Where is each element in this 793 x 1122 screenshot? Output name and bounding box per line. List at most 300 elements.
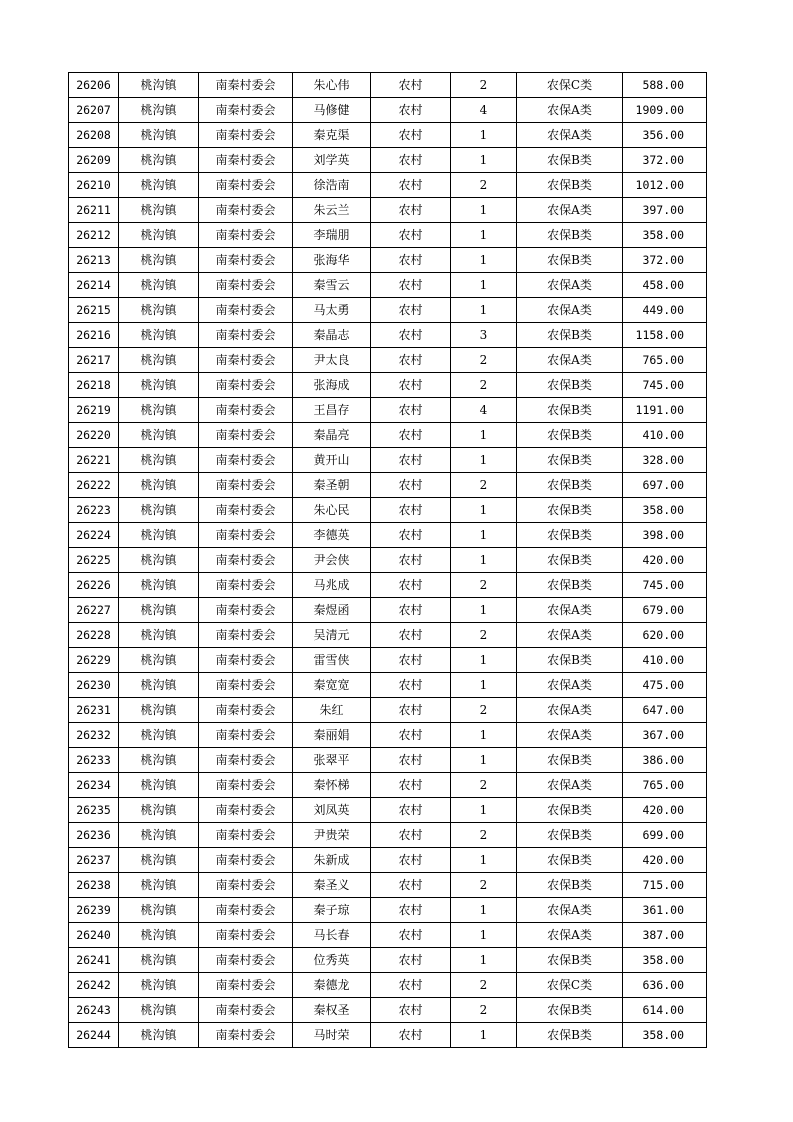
category-cell: 农保B类 [517, 523, 623, 548]
amount-cell: 397.00 [623, 198, 707, 223]
table-body [69, 73, 707, 1048]
count-cell: 2 [451, 873, 517, 898]
id-cell: 26224 [69, 523, 119, 548]
id-cell: 26222 [69, 473, 119, 498]
table-row [69, 123, 707, 148]
amount-cell: 1909.00 [623, 98, 707, 123]
name-cell: 秦煜函 [293, 598, 371, 623]
table-row [69, 798, 707, 823]
category-cell: 农保A类 [517, 298, 623, 323]
count-cell: 1 [451, 523, 517, 548]
table-row [69, 373, 707, 398]
id-cell: 26219 [69, 398, 119, 423]
name-cell: 位秀英 [293, 948, 371, 973]
id-cell: 26240 [69, 923, 119, 948]
village-cell: 南秦村委会 [199, 348, 293, 373]
town-cell: 桃沟镇 [119, 598, 199, 623]
village-cell: 南秦村委会 [199, 948, 293, 973]
category-cell: 农保B类 [517, 473, 623, 498]
category-cell: 农保A类 [517, 198, 623, 223]
name-cell: 尹太良 [293, 348, 371, 373]
amount-cell: 679.00 [623, 598, 707, 623]
count-cell: 1 [451, 273, 517, 298]
count-cell: 3 [451, 323, 517, 348]
type-cell: 农村 [371, 923, 451, 948]
name-cell: 朱新成 [293, 848, 371, 873]
count-cell: 1 [451, 548, 517, 573]
count-cell: 1 [451, 598, 517, 623]
category-cell: 农保B类 [517, 873, 623, 898]
type-cell: 农村 [371, 148, 451, 173]
type-cell: 农村 [371, 673, 451, 698]
amount-cell: 386.00 [623, 748, 707, 773]
id-cell: 26233 [69, 748, 119, 773]
village-cell: 南秦村委会 [199, 248, 293, 273]
village-cell: 南秦村委会 [199, 523, 293, 548]
count-cell: 2 [451, 348, 517, 373]
id-cell: 26220 [69, 423, 119, 448]
amount-cell: 1158.00 [623, 323, 707, 348]
village-cell: 南秦村委会 [199, 648, 293, 673]
id-cell: 26228 [69, 623, 119, 648]
count-cell: 2 [451, 473, 517, 498]
name-cell: 刘学英 [293, 148, 371, 173]
name-cell: 秦圣义 [293, 873, 371, 898]
amount-cell: 620.00 [623, 623, 707, 648]
village-cell: 南秦村委会 [199, 673, 293, 698]
id-cell: 26229 [69, 648, 119, 673]
type-cell: 农村 [371, 423, 451, 448]
name-cell: 秦雪云 [293, 273, 371, 298]
table-row [69, 98, 707, 123]
name-cell: 马长春 [293, 923, 371, 948]
village-cell: 南秦村委会 [199, 73, 293, 98]
category-cell: 农保B类 [517, 323, 623, 348]
town-cell: 桃沟镇 [119, 548, 199, 573]
type-cell: 农村 [371, 123, 451, 148]
category-cell: 农保B类 [517, 548, 623, 573]
table-row [69, 823, 707, 848]
count-cell: 1 [451, 498, 517, 523]
id-cell: 26234 [69, 773, 119, 798]
table-row [69, 748, 707, 773]
type-cell: 农村 [371, 473, 451, 498]
count-cell: 1 [451, 748, 517, 773]
table-row [69, 548, 707, 573]
name-cell: 秦丽娟 [293, 723, 371, 748]
type-cell: 农村 [371, 648, 451, 673]
table-row [69, 198, 707, 223]
type-cell: 农村 [371, 448, 451, 473]
village-cell: 南秦村委会 [199, 323, 293, 348]
town-cell: 桃沟镇 [119, 323, 199, 348]
count-cell: 1 [451, 448, 517, 473]
table-row [69, 423, 707, 448]
name-cell: 朱心伟 [293, 73, 371, 98]
village-cell: 南秦村委会 [199, 223, 293, 248]
count-cell: 1 [451, 948, 517, 973]
name-cell: 朱心民 [293, 498, 371, 523]
village-cell: 南秦村委会 [199, 973, 293, 998]
town-cell: 桃沟镇 [119, 123, 199, 148]
table-row [69, 648, 707, 673]
table-row [69, 73, 707, 98]
type-cell: 农村 [371, 748, 451, 773]
amount-cell: 328.00 [623, 448, 707, 473]
category-cell: 农保B类 [517, 423, 623, 448]
count-cell: 1 [451, 123, 517, 148]
category-cell: 农保B类 [517, 1023, 623, 1048]
village-cell: 南秦村委会 [199, 473, 293, 498]
type-cell: 农村 [371, 948, 451, 973]
town-cell: 桃沟镇 [119, 98, 199, 123]
type-cell: 农村 [371, 823, 451, 848]
village-cell: 南秦村委会 [199, 273, 293, 298]
count-cell: 1 [451, 673, 517, 698]
id-cell: 26232 [69, 723, 119, 748]
type-cell: 农村 [371, 848, 451, 873]
category-cell: 农保B类 [517, 573, 623, 598]
id-cell: 26210 [69, 173, 119, 198]
count-cell: 1 [451, 223, 517, 248]
name-cell: 张海华 [293, 248, 371, 273]
count-cell: 2 [451, 698, 517, 723]
count-cell: 2 [451, 73, 517, 98]
category-cell: 农保B类 [517, 173, 623, 198]
count-cell: 2 [451, 373, 517, 398]
amount-cell: 420.00 [623, 548, 707, 573]
household-table [68, 72, 707, 1048]
town-cell: 桃沟镇 [119, 523, 199, 548]
amount-cell: 420.00 [623, 798, 707, 823]
type-cell: 农村 [371, 723, 451, 748]
town-cell: 桃沟镇 [119, 473, 199, 498]
id-cell: 26218 [69, 373, 119, 398]
count-cell: 4 [451, 98, 517, 123]
village-cell: 南秦村委会 [199, 898, 293, 923]
table-row [69, 248, 707, 273]
name-cell: 尹会侠 [293, 548, 371, 573]
table-row [69, 473, 707, 498]
amount-cell: 697.00 [623, 473, 707, 498]
village-cell: 南秦村委会 [199, 698, 293, 723]
amount-cell: 356.00 [623, 123, 707, 148]
table-row [69, 848, 707, 873]
id-cell: 26208 [69, 123, 119, 148]
id-cell: 26230 [69, 673, 119, 698]
category-cell: 农保A类 [517, 923, 623, 948]
village-cell: 南秦村委会 [199, 848, 293, 873]
amount-cell: 1012.00 [623, 173, 707, 198]
category-cell: 农保B类 [517, 823, 623, 848]
id-cell: 26226 [69, 573, 119, 598]
type-cell: 农村 [371, 273, 451, 298]
table-row [69, 498, 707, 523]
category-cell: 农保A类 [517, 623, 623, 648]
town-cell: 桃沟镇 [119, 498, 199, 523]
id-cell: 26242 [69, 973, 119, 998]
type-cell: 农村 [371, 698, 451, 723]
town-cell: 桃沟镇 [119, 1023, 199, 1048]
amount-cell: 614.00 [623, 998, 707, 1023]
count-cell: 1 [451, 423, 517, 448]
name-cell: 秦权圣 [293, 998, 371, 1023]
id-cell: 26216 [69, 323, 119, 348]
category-cell: 农保B类 [517, 223, 623, 248]
table-row [69, 523, 707, 548]
amount-cell: 398.00 [623, 523, 707, 548]
village-cell: 南秦村委会 [199, 748, 293, 773]
category-cell: 农保B类 [517, 798, 623, 823]
type-cell: 农村 [371, 998, 451, 1023]
type-cell: 农村 [371, 98, 451, 123]
town-cell: 桃沟镇 [119, 998, 199, 1023]
town-cell: 桃沟镇 [119, 723, 199, 748]
type-cell: 农村 [371, 298, 451, 323]
town-cell: 桃沟镇 [119, 848, 199, 873]
town-cell: 桃沟镇 [119, 423, 199, 448]
amount-cell: 765.00 [623, 773, 707, 798]
amount-cell: 715.00 [623, 873, 707, 898]
id-cell: 26241 [69, 948, 119, 973]
id-cell: 26227 [69, 598, 119, 623]
name-cell: 马时荣 [293, 1023, 371, 1048]
town-cell: 桃沟镇 [119, 198, 199, 223]
village-cell: 南秦村委会 [199, 873, 293, 898]
name-cell: 黄开山 [293, 448, 371, 473]
table-row [69, 273, 707, 298]
village-cell: 南秦村委会 [199, 298, 293, 323]
town-cell: 桃沟镇 [119, 248, 199, 273]
village-cell: 南秦村委会 [199, 373, 293, 398]
village-cell: 南秦村委会 [199, 448, 293, 473]
village-cell: 南秦村委会 [199, 823, 293, 848]
count-cell: 2 [451, 998, 517, 1023]
village-cell: 南秦村委会 [199, 98, 293, 123]
type-cell: 农村 [371, 73, 451, 98]
category-cell: 农保A类 [517, 98, 623, 123]
name-cell: 秦怀梯 [293, 773, 371, 798]
type-cell: 农村 [371, 598, 451, 623]
count-cell: 1 [451, 1023, 517, 1048]
category-cell: 农保A类 [517, 898, 623, 923]
category-cell: 农保B类 [517, 948, 623, 973]
type-cell: 农村 [371, 1023, 451, 1048]
id-cell: 26211 [69, 198, 119, 223]
town-cell: 桃沟镇 [119, 223, 199, 248]
category-cell: 农保B类 [517, 248, 623, 273]
amount-cell: 410.00 [623, 423, 707, 448]
table-row [69, 448, 707, 473]
village-cell: 南秦村委会 [199, 723, 293, 748]
amount-cell: 372.00 [623, 248, 707, 273]
category-cell: 农保A类 [517, 673, 623, 698]
type-cell: 农村 [371, 523, 451, 548]
amount-cell: 745.00 [623, 373, 707, 398]
table-row [69, 223, 707, 248]
id-cell: 26244 [69, 1023, 119, 1048]
type-cell: 农村 [371, 573, 451, 598]
amount-cell: 358.00 [623, 948, 707, 973]
amount-cell: 745.00 [623, 573, 707, 598]
name-cell: 吴清元 [293, 623, 371, 648]
name-cell: 秦圣朝 [293, 473, 371, 498]
category-cell: 农保A类 [517, 598, 623, 623]
count-cell: 1 [451, 148, 517, 173]
category-cell: 农保A类 [517, 773, 623, 798]
town-cell: 桃沟镇 [119, 973, 199, 998]
table-row [69, 898, 707, 923]
category-cell: 农保B类 [517, 148, 623, 173]
town-cell: 桃沟镇 [119, 948, 199, 973]
village-cell: 南秦村委会 [199, 998, 293, 1023]
amount-cell: 1191.00 [623, 398, 707, 423]
count-cell: 1 [451, 648, 517, 673]
name-cell: 张翠平 [293, 748, 371, 773]
town-cell: 桃沟镇 [119, 73, 199, 98]
table-row [69, 948, 707, 973]
village-cell: 南秦村委会 [199, 398, 293, 423]
town-cell: 桃沟镇 [119, 448, 199, 473]
village-cell: 南秦村委会 [199, 923, 293, 948]
type-cell: 农村 [371, 348, 451, 373]
amount-cell: 636.00 [623, 973, 707, 998]
table-row [69, 773, 707, 798]
id-cell: 26238 [69, 873, 119, 898]
category-cell: 农保B类 [517, 848, 623, 873]
type-cell: 农村 [371, 548, 451, 573]
town-cell: 桃沟镇 [119, 698, 199, 723]
id-cell: 26206 [69, 73, 119, 98]
name-cell: 王昌存 [293, 398, 371, 423]
type-cell: 农村 [371, 498, 451, 523]
town-cell: 桃沟镇 [119, 898, 199, 923]
name-cell: 朱红 [293, 698, 371, 723]
amount-cell: 372.00 [623, 148, 707, 173]
id-cell: 26209 [69, 148, 119, 173]
type-cell: 农村 [371, 898, 451, 923]
name-cell: 秦晶亮 [293, 423, 371, 448]
type-cell: 农村 [371, 973, 451, 998]
category-cell: 农保A类 [517, 698, 623, 723]
count-cell: 1 [451, 848, 517, 873]
table-row [69, 698, 707, 723]
village-cell: 南秦村委会 [199, 123, 293, 148]
town-cell: 桃沟镇 [119, 648, 199, 673]
town-cell: 桃沟镇 [119, 273, 199, 298]
count-cell: 4 [451, 398, 517, 423]
name-cell: 秦晶志 [293, 323, 371, 348]
name-cell: 尹贵荣 [293, 823, 371, 848]
village-cell: 南秦村委会 [199, 623, 293, 648]
town-cell: 桃沟镇 [119, 823, 199, 848]
name-cell: 雷雪侠 [293, 648, 371, 673]
name-cell: 徐浩南 [293, 173, 371, 198]
amount-cell: 358.00 [623, 498, 707, 523]
count-cell: 1 [451, 798, 517, 823]
count-cell: 1 [451, 923, 517, 948]
table-row [69, 998, 707, 1023]
amount-cell: 358.00 [623, 223, 707, 248]
table-row [69, 1023, 707, 1048]
type-cell: 农村 [371, 398, 451, 423]
id-cell: 26235 [69, 798, 119, 823]
name-cell: 李瑞朋 [293, 223, 371, 248]
category-cell: 农保A类 [517, 723, 623, 748]
table-row [69, 348, 707, 373]
id-cell: 26223 [69, 498, 119, 523]
village-cell: 南秦村委会 [199, 423, 293, 448]
count-cell: 1 [451, 898, 517, 923]
town-cell: 桃沟镇 [119, 573, 199, 598]
category-cell: 农保A类 [517, 273, 623, 298]
category-cell: 农保A类 [517, 348, 623, 373]
id-cell: 26243 [69, 998, 119, 1023]
category-cell: 农保B类 [517, 498, 623, 523]
count-cell: 2 [451, 623, 517, 648]
table-row [69, 573, 707, 598]
village-cell: 南秦村委会 [199, 798, 293, 823]
category-cell: 农保B类 [517, 398, 623, 423]
town-cell: 桃沟镇 [119, 373, 199, 398]
type-cell: 农村 [371, 873, 451, 898]
town-cell: 桃沟镇 [119, 148, 199, 173]
amount-cell: 367.00 [623, 723, 707, 748]
village-cell: 南秦村委会 [199, 773, 293, 798]
type-cell: 农村 [371, 198, 451, 223]
name-cell: 朱云兰 [293, 198, 371, 223]
table-row [69, 598, 707, 623]
id-cell: 26236 [69, 823, 119, 848]
type-cell: 农村 [371, 323, 451, 348]
table-row [69, 673, 707, 698]
category-cell: 农保B类 [517, 648, 623, 673]
village-cell: 南秦村委会 [199, 573, 293, 598]
village-cell: 南秦村委会 [199, 1023, 293, 1048]
name-cell: 张海成 [293, 373, 371, 398]
town-cell: 桃沟镇 [119, 773, 199, 798]
amount-cell: 420.00 [623, 848, 707, 873]
town-cell: 桃沟镇 [119, 673, 199, 698]
town-cell: 桃沟镇 [119, 923, 199, 948]
count-cell: 1 [451, 723, 517, 748]
table-row [69, 323, 707, 348]
type-cell: 农村 [371, 623, 451, 648]
count-cell: 1 [451, 198, 517, 223]
id-cell: 26225 [69, 548, 119, 573]
amount-cell: 449.00 [623, 298, 707, 323]
type-cell: 农村 [371, 173, 451, 198]
name-cell: 李德英 [293, 523, 371, 548]
type-cell: 农村 [371, 773, 451, 798]
name-cell: 秦宽宽 [293, 673, 371, 698]
table-row [69, 623, 707, 648]
category-cell: 农保C类 [517, 973, 623, 998]
amount-cell: 647.00 [623, 698, 707, 723]
village-cell: 南秦村委会 [199, 173, 293, 198]
name-cell: 秦子琼 [293, 898, 371, 923]
town-cell: 桃沟镇 [119, 398, 199, 423]
type-cell: 农村 [371, 798, 451, 823]
town-cell: 桃沟镇 [119, 173, 199, 198]
name-cell: 马太勇 [293, 298, 371, 323]
name-cell: 马兆成 [293, 573, 371, 598]
id-cell: 26239 [69, 898, 119, 923]
table-row [69, 173, 707, 198]
town-cell: 桃沟镇 [119, 348, 199, 373]
amount-cell: 361.00 [623, 898, 707, 923]
village-cell: 南秦村委会 [199, 498, 293, 523]
